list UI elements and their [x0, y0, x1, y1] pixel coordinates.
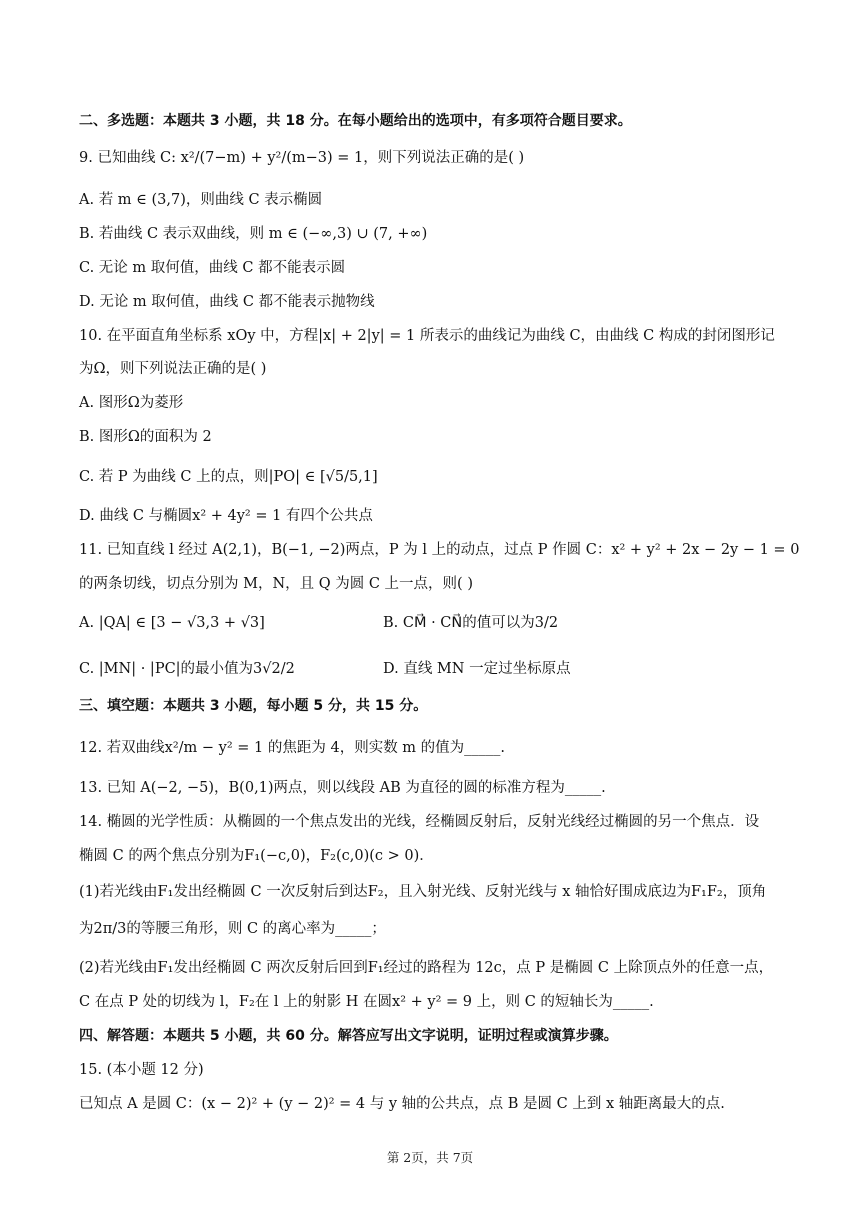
question-11-option-b: B. CM⃗ · CN⃗的值可以为3/2 — [383, 615, 559, 631]
question-10-stem-line1: 10. 在平面直角坐标系 xOy 中，方程|x| + 2|y| = 1 所表示的曲线记为曲线 C，由曲线 C 构成的封闭图形记 — [79, 328, 775, 344]
page-number: 第 2页，共 7页 — [386, 1150, 474, 1165]
question-14-part1-line1: (1)若光线由F₁发出经椭圆 C 一次反射后到达F₂，且入射光线、反射光线与 x 轴恰好围成底边为F₁F₂，顶角 — [79, 884, 767, 900]
question-9-stem: 9. 已知曲线 C: x²/(7−m) + y²/(m−3) = 1，则下列说法正确的是( ) — [79, 150, 525, 166]
question-9-option-b: B. 若曲线 C 表示双曲线，则 m ∈ (−∞,3) ∪ (7, +∞) — [79, 226, 428, 242]
question-10-option-b: B. 图形Ω的面积为 2 — [79, 429, 212, 445]
question-9-option-d: D. 无论 m 取何值，曲线 C 都不能表示抛物线 — [79, 294, 375, 310]
question-9-option-c: C. 无论 m 取何值，曲线 C 都不能表示圆 — [79, 260, 346, 276]
question-10-option-a: A. 图形Ω为菱形 — [79, 395, 184, 411]
question-14-part2-line1: (2)若光线由F₁发出经椭圆 C 两次反射后回到F₁经过的路程为 12c，点 P 是椭圆 C 上除顶点外的任意一点， — [79, 960, 774, 976]
question-12-text: 12. 若双曲线x²/m − y² = 1 的焦距为 4，则实数 m 的值为_____. — [79, 740, 506, 756]
section-heading-multiple-choice: 二、多选题：本题共 3 小题，共 18 分。在每小题给出的选项中，有多项符合题目要求。 — [79, 113, 632, 129]
section-heading-solutions: 四、解答题：本题共 5 小题，共 60 分。解答应写出文字说明，证明过程或演算步骤。 — [79, 1028, 618, 1044]
question-13-text: 13. 已知 A(−2, −5)，B(0,1)两点，则以线段 AB 为直径的圆的标准方程为_____. — [79, 780, 606, 796]
section-heading-fill-in: 三、填空题：本题共 3 小题，每小题 5 分，共 15 分。 — [79, 698, 428, 714]
question-9-option-a: A. 若 m ∈ (3,7)，则曲线 C 表示椭圆 — [79, 192, 323, 208]
question-11-option-a: A. |QA| ∈ [3 − √3,3 + √3] — [79, 615, 265, 631]
question-11-stem-line1: 11. 已知直线 l 经过 A(2,1)，B(−1, −2)两点，P 为 l 上的动点，过点 P 作圆 C：x² + y² + 2x − 2y − 1 = 0 — [79, 542, 800, 558]
question-10-option-d: D. 曲线 C 与椭圆x² + 4y² = 1 有四个公共点 — [79, 508, 373, 524]
question-14-line1: 14. 椭圆的光学性质：从椭圆的一个焦点发出的光线，经椭圆反射后，反射光线经过椭圆的另一个焦点．设 — [79, 814, 760, 830]
question-11-stem-line2: 的两条切线，切点分别为 M，N，且 Q 为圆 C 上一点，则( ) — [79, 576, 473, 592]
question-11-option-c: C. |MN| · |PC|的最小值为3√2/2 — [79, 661, 295, 677]
question-11-option-d: D. 直线 MN 一定过坐标原点 — [383, 661, 571, 677]
question-14-line2: 椭圆 C 的两个焦点分别为F₁(−c,0)，F₂(c,0)(c > 0)． — [79, 848, 434, 864]
question-15-header: 15. (本小题 12 分) — [79, 1062, 204, 1078]
question-10-stem-line2: 为Ω，则下列说法正确的是( ) — [79, 361, 267, 377]
question-14-part1-line2: 为2π/3的等腰三角形，则 C 的离心率为_____； — [79, 921, 386, 937]
question-15-text: 已知点 A 是圆 C：(x − 2)² + (y − 2)² = 4 与 y 轴的公共点，点 B 是圆 C 上到 x 轴距离最大的点. — [79, 1096, 725, 1112]
question-14-part2-line2: C 在点 P 处的切线为 l，F₂在 l 上的射影 H 在圆x² + y² = 9 上，则 C 的短轴长为_____. — [79, 994, 654, 1010]
question-10-option-c: C. 若 P 为曲线 C 上的点，则|PO| ∈ [√5/5,1] — [79, 469, 378, 485]
